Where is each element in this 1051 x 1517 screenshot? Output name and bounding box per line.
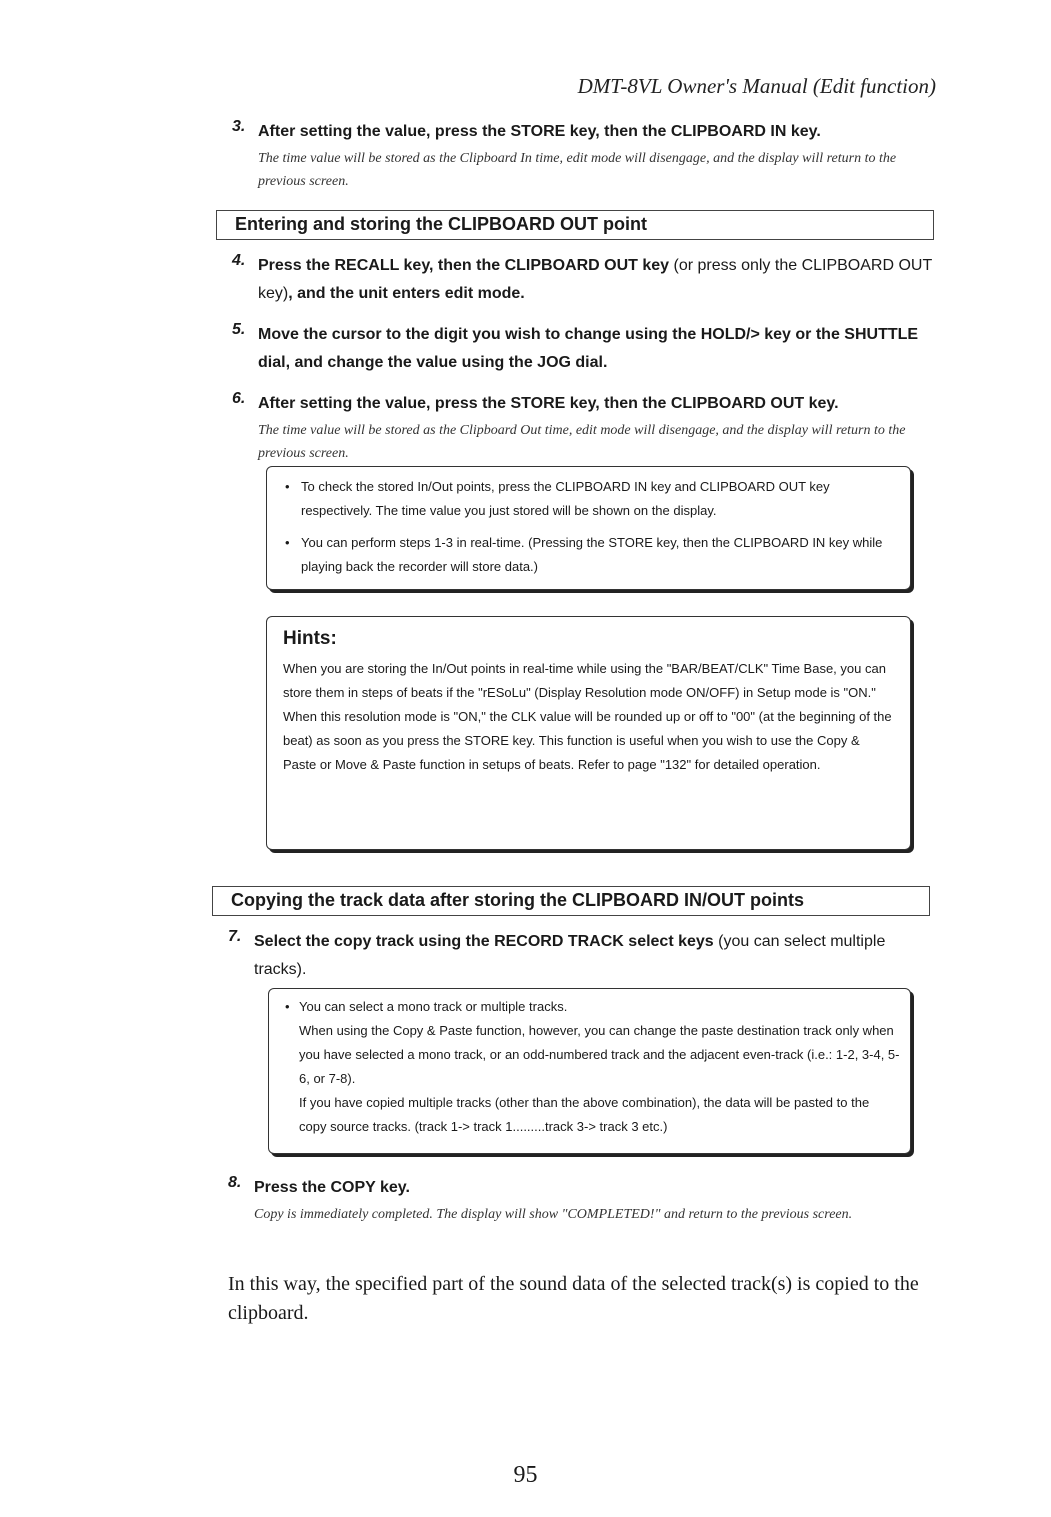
step-number: 7.: [228, 928, 242, 945]
step-description: Copy is immediately completed. The display will show "COMPLETED!" and return to the previous screen.: [254, 1207, 853, 1222]
note-item: • You can perform steps 1-3 in real-time. (Pressing the STORE key, then the CLIPBOARD IN key while playing back the recorder will store data.): [285, 535, 883, 574]
note-line: If you have copied multiple tracks (other than the above combination), the data will be pasted to the copy source tracks. (track 1-> track 1.........track 3-> track 3 etc.): [299, 1095, 870, 1134]
step-6: [232, 390, 937, 465]
step-title: Press the COPY key.: [254, 1179, 410, 1196]
note-box-track-selection: [268, 988, 911, 1154]
note-line: When using the Copy & Paste function, however, you can change the paste destination track only when you have selected a mono track, or an odd-numbered track and the adjacent even-track (i.e.: 1-2, 3-4, 5-6, or 7-8).: [299, 1023, 900, 1086]
step-number: 8.: [228, 1174, 242, 1191]
page-number: 95: [513, 1462, 538, 1488]
step-number: 3.: [232, 118, 246, 135]
step-description: The time value will be stored as the Clipboard Out time, edit mode will disengage, and the display will return to the previous screen.: [258, 423, 906, 461]
closing-paragraph: In this way, the specified part of the sound data of the selected track(s) is copied to the clipboard.: [228, 1273, 919, 1324]
step-number: 6.: [232, 390, 246, 407]
step-title: After setting the value, press the STORE key, then the CLIPBOARD OUT key.: [258, 395, 839, 412]
hints-paragraph: When you are storing the In/Out points in real-time while using the "BAR/BEAT/CLK" Time Base, you can store them in steps of beats if the "rESoLu" (Display Resolution mode ON/OFF) in Setup mode is "ON.": [283, 661, 886, 700]
hints-paragraph: When this resolution mode is "ON," the CLK value will be rounded up or off to "00" (at the beginning of the beat) as soon as you press the STORE key. This function is useful when you wish to use the Copy & Paste or Move & Paste function in setups of beats. Refer to page "132" for detailed operation.: [283, 709, 892, 772]
step-title: Select the copy track using the RECORD TRACK select keys (you can select multiple tracks).: [254, 933, 886, 978]
step-description: The time value will be stored as the Clipboard In time, edit mode will disengage, and the display will return to the previous screen.: [258, 151, 897, 189]
note-box-check-points: [266, 466, 911, 590]
note-line: You can select a mono track or multiple tracks.: [299, 999, 568, 1014]
bullet: •: [285, 999, 290, 1014]
step-title: Move the cursor to the digit you wish to change using the HOLD/> key or the SHUTTLE dial, and change the value using the JOG dial.: [258, 326, 919, 371]
step-title: After setting the value, press the STORE key, then the CLIPBOARD IN key.: [258, 123, 821, 140]
hints-title: Hints:: [283, 628, 337, 649]
step-3: [232, 118, 937, 193]
step-7: [228, 928, 933, 984]
note-item: • To check the stored In/Out points, press the CLIPBOARD IN key and CLIPBOARD OUT key respectively. The time value you just stored will be shown on the display.: [285, 479, 830, 518]
step-number: 5.: [232, 321, 246, 338]
step-8: [228, 1174, 933, 1226]
step-number: 4.: [232, 252, 246, 269]
step-5: [232, 321, 937, 377]
hints-box: [266, 616, 911, 850]
section-heading-clipboard-out: Entering and storing the CLIPBOARD OUT point: [216, 210, 934, 240]
step-4: [232, 252, 937, 308]
section-heading-copy-track-data: Copying the track data after storing the CLIPBOARD IN/OUT points: [212, 886, 930, 916]
page-header: DMT-8VL Owner's Manual (Edit function): [577, 74, 936, 98]
step-title: Press the RECALL key, then the CLIPBOARD OUT key (or press only the CLIPBOARD OUT key), and the unit enters edit mode.: [258, 257, 932, 302]
